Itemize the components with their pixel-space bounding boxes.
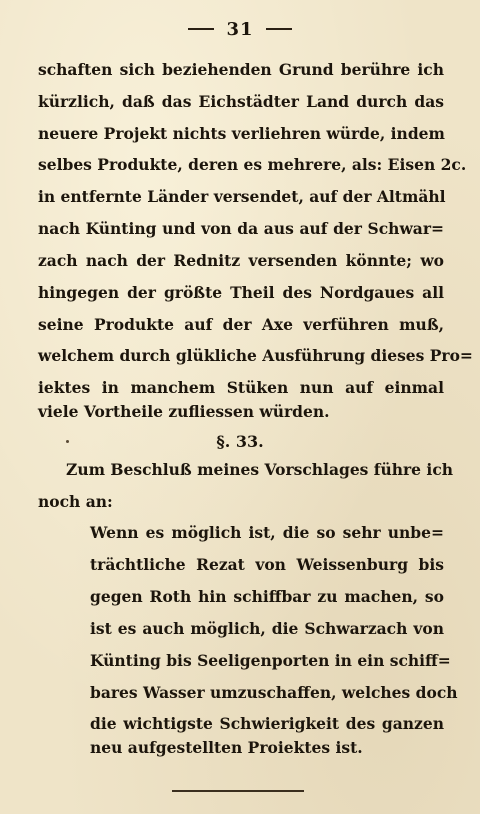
text-line: in entfernte Länder versendet, auf der Altmähl bbox=[38, 187, 446, 206]
text-line: die wichtigste Schwierigkeit des ganzen bbox=[90, 714, 444, 733]
text-line: trächtliche Rezat von Weissenburg bis bbox=[90, 555, 444, 574]
text-line: welchem durch glükliche Ausführung dieses Pro= bbox=[38, 346, 473, 365]
text-line: viele Vortheile zufliessen würden. bbox=[38, 402, 330, 421]
text-line: selbes Produkte, deren es mehrere, als: Eisen 2c. bbox=[38, 155, 467, 174]
page-number: 31 bbox=[226, 18, 254, 40]
text-line: hingegen der größte Theil des Nordgaues all bbox=[38, 283, 444, 302]
text-line: seine Produkte auf der Axe verführen muß, bbox=[38, 315, 444, 334]
text-line: nach Künting und von da aus auf der Schwar= bbox=[38, 219, 444, 238]
text-line: bares Wasser umzuschaffen, welches doch bbox=[90, 683, 458, 702]
text-line: Wenn es möglich ist, die so sehr unbe= bbox=[90, 523, 444, 542]
text-line: Zum Beschluß meines Vorschlages führe ich bbox=[66, 460, 454, 479]
page-header bbox=[0, 14, 480, 44]
text-line: iektes in manchem Stüken nun auf einmal bbox=[38, 378, 444, 397]
section-heading: §. 33. bbox=[216, 432, 264, 451]
header-dash-right bbox=[266, 28, 292, 30]
text-line: gegen Roth hin schiffbar zu machen, so bbox=[90, 587, 444, 606]
bottom-rule bbox=[172, 790, 304, 792]
text-line: zach nach der Rednitz versenden könnte; wo bbox=[38, 251, 444, 270]
text-line: noch an: bbox=[38, 492, 113, 511]
text-line: schaften sich beziehenden Grund berühre ich bbox=[38, 60, 444, 79]
text-line: ist es auch möglich, die Schwarzach von bbox=[90, 619, 444, 638]
text-line: neuere Projekt nichts verliehren würde, indem bbox=[38, 124, 445, 143]
text-line: kürzlich, daß das Eichstädter Land durch das bbox=[38, 92, 444, 111]
text-line: neu aufgestellten Proiektes ist. bbox=[90, 738, 363, 757]
text-line: Künting bis Seeligenporten in ein schiff= bbox=[90, 651, 451, 670]
header-dash-left bbox=[188, 28, 214, 30]
